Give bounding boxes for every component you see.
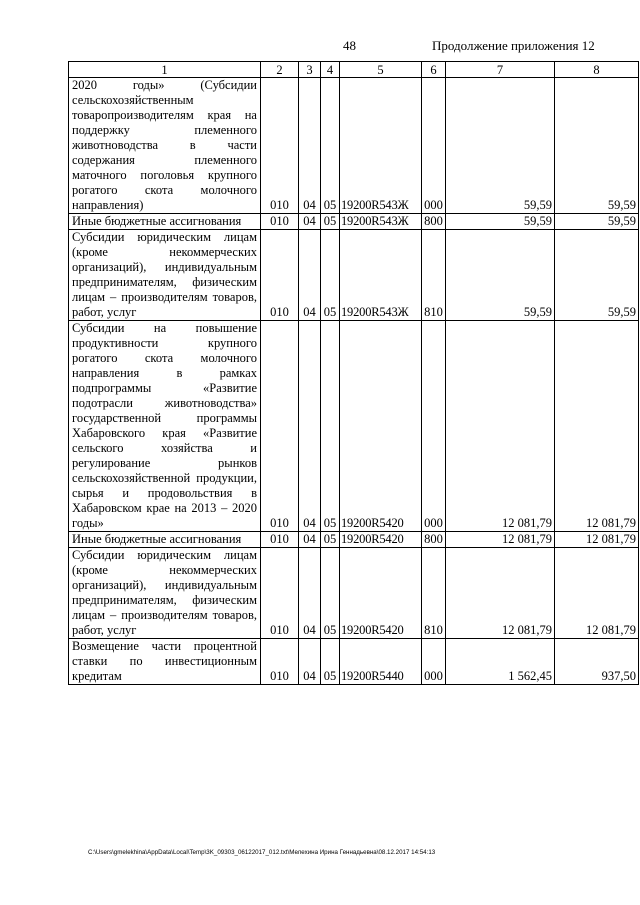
cell-ministry-code: 010 xyxy=(261,639,299,685)
cell-ministry-code: 010 xyxy=(261,214,299,230)
cell-amount-1: 12 081,79 xyxy=(446,532,555,548)
column-header: 7 xyxy=(446,62,555,78)
cell-target-article: 19200R543Ж xyxy=(340,230,422,321)
cell-amount-2: 937,50 xyxy=(555,639,639,685)
cell-amount-1: 1 562,45 xyxy=(446,639,555,685)
table-row xyxy=(69,214,639,230)
row-description: Субсидии на повышение продуктивности крупного рогатого скота молочного направления в рамках подпрограммы «Развитие подотрасли животноводства» государственной программы Хабаровского края «Развитие сельского хозяйства и регулирование рынков сельскохозяйственной продукции, сырья и продовольствия в Хабаровском крае на 2013 – 2020 годы» xyxy=(69,321,261,532)
cell-ministry-code: 010 xyxy=(261,532,299,548)
column-number-row xyxy=(69,62,639,78)
cell-amount-1: 12 081,79 xyxy=(446,321,555,532)
cell-section: 04 xyxy=(299,78,321,214)
cell-amount-1: 12 081,79 xyxy=(446,548,555,639)
cell-ministry-code: 010 xyxy=(261,230,299,321)
cell-section: 04 xyxy=(299,214,321,230)
cell-subsection: 05 xyxy=(321,639,340,685)
row-description: Субсидии юридическим лицам (кроме некоммерческих организаций), индивидуальным предпринимателям, физическим лицам – производителям товаров, работ, услуг xyxy=(69,548,261,639)
cell-target-article: 19200R5420 xyxy=(340,321,422,532)
cell-expense-type: 810 xyxy=(422,230,446,321)
column-header: 4 xyxy=(321,62,340,78)
footer-file-path: C:\Users\gmelekhina\AppData\Local\Temp\3K_09303_06122017_012.txt\Мелехина Ирина Геннадьевна\08.12.2017 14:54:13 xyxy=(88,849,436,856)
cell-target-article: 19200R5420 xyxy=(340,548,422,639)
column-header: 5 xyxy=(340,62,422,78)
appendix-continuation-title: Продолжение приложения 12 xyxy=(432,38,595,53)
cell-subsection: 05 xyxy=(321,548,340,639)
page-number: 48 xyxy=(343,38,356,53)
cell-subsection: 05 xyxy=(321,78,340,214)
cell-amount-2: 12 081,79 xyxy=(555,548,639,639)
table-row xyxy=(69,532,639,548)
row-description: Субсидии юридическим лицам (кроме некоммерческих организаций), индивидуальным предпринимателям, физическим лицам – производителям товаров, работ, услуг xyxy=(69,230,261,321)
cell-expense-type: 800 xyxy=(422,214,446,230)
column-header: 8 xyxy=(555,62,639,78)
cell-expense-type: 810 xyxy=(422,548,446,639)
cell-ministry-code: 010 xyxy=(261,548,299,639)
row-description: 2020 годы» (Субсидии сельскохозяйственным товаропроизводителям края на поддержку племенного животноводства в части содержания племенного маточного поголовья крупного рогатого скота молочного направления) xyxy=(69,78,261,214)
cell-subsection: 05 xyxy=(321,321,340,532)
cell-section: 04 xyxy=(299,639,321,685)
cell-section: 04 xyxy=(299,532,321,548)
table-row xyxy=(69,78,639,214)
cell-amount-2: 59,59 xyxy=(555,214,639,230)
cell-ministry-code: 010 xyxy=(261,78,299,214)
cell-expense-type: 000 xyxy=(422,78,446,214)
column-header: 6 xyxy=(422,62,446,78)
cell-section: 04 xyxy=(299,230,321,321)
cell-section: 04 xyxy=(299,321,321,532)
column-header: 2 xyxy=(261,62,299,78)
row-description: Возмещение части процентной ставки по инвестиционным кредитам xyxy=(69,639,261,685)
cell-target-article: 19200R5420 xyxy=(340,532,422,548)
cell-amount-2: 12 081,79 xyxy=(555,532,639,548)
cell-amount-2: 12 081,79 xyxy=(555,321,639,532)
cell-subsection: 05 xyxy=(321,214,340,230)
cell-target-article: 19200R543Ж xyxy=(340,214,422,230)
row-description: Иные бюджетные ассигнования xyxy=(69,214,261,230)
cell-subsection: 05 xyxy=(321,532,340,548)
cell-amount-2: 59,59 xyxy=(555,78,639,214)
budget-table xyxy=(68,61,639,685)
cell-target-article: 19200R543Ж xyxy=(340,78,422,214)
table-row xyxy=(69,230,639,321)
cell-target-article: 19200R5440 xyxy=(340,639,422,685)
cell-expense-type: 000 xyxy=(422,321,446,532)
cell-subsection: 05 xyxy=(321,230,340,321)
cell-section: 04 xyxy=(299,548,321,639)
cell-amount-2: 59,59 xyxy=(555,230,639,321)
table-row xyxy=(69,548,639,639)
table-row xyxy=(69,321,639,532)
column-header: 3 xyxy=(299,62,321,78)
row-description: Иные бюджетные ассигнования xyxy=(69,532,261,548)
table-row xyxy=(69,639,639,685)
cell-ministry-code: 010 xyxy=(261,321,299,532)
cell-expense-type: 800 xyxy=(422,532,446,548)
column-header: 1 xyxy=(69,62,261,78)
cell-amount-1: 59,59 xyxy=(446,78,555,214)
cell-amount-1: 59,59 xyxy=(446,230,555,321)
cell-expense-type: 000 xyxy=(422,639,446,685)
cell-amount-1: 59,59 xyxy=(446,214,555,230)
